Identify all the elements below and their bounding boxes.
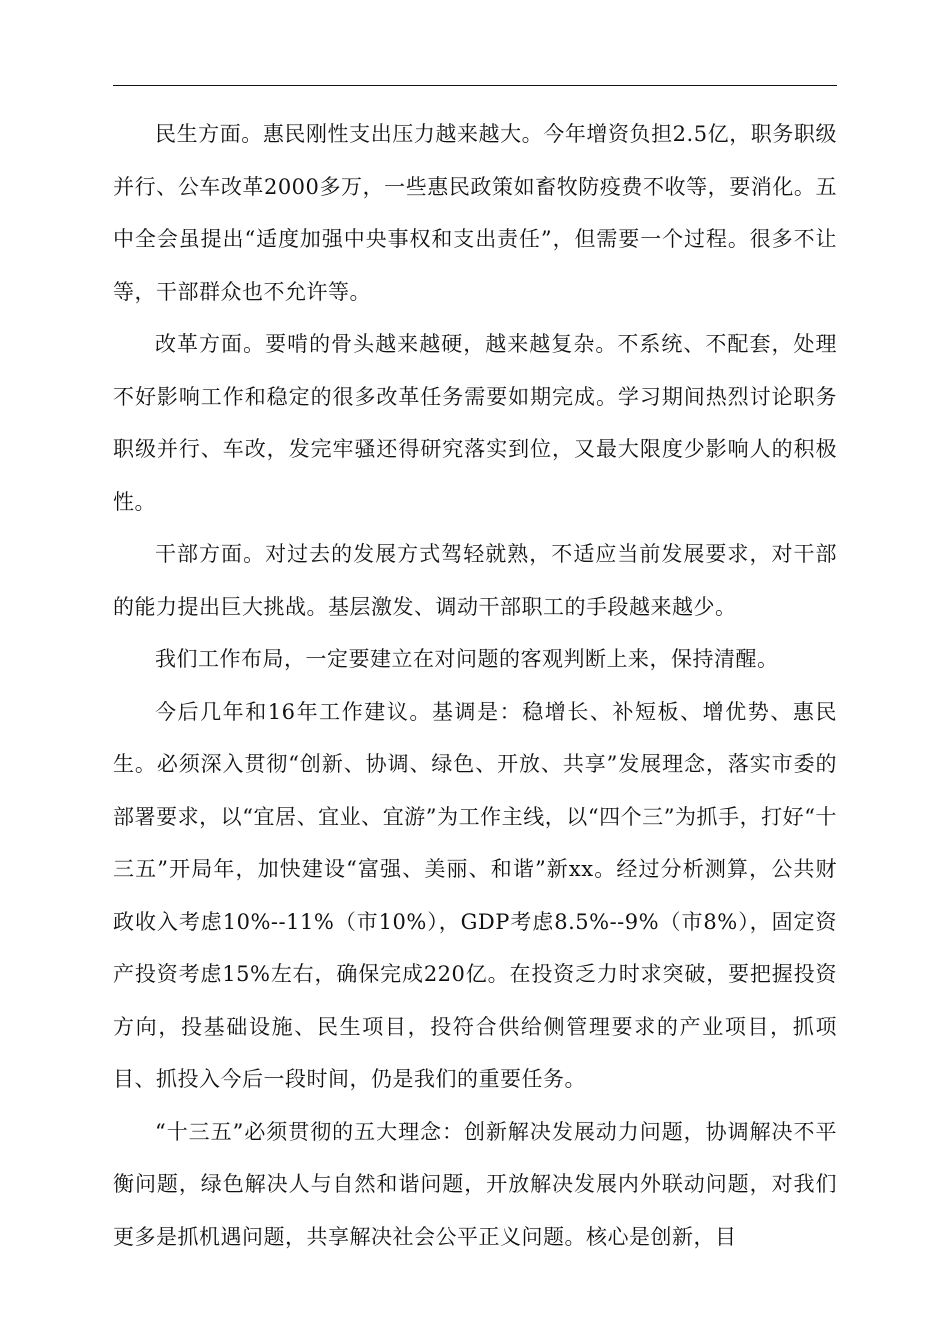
paragraph-work-suggestions: 今后几年和16年工作建议。基调是：稳增长、补短板、增优势、惠民生。必须深入贯彻“创新、协调、绿色、开放、共享”发展理念，落实市委的部署要求，以“宜居、宜业、宜游”为工作主线，以“四个三”为抓手，打好“十三五”开局年，加快建设“富强、美丽、和谐”新xx。经过分析测算，公共财政收入考虑10%--11%（市10%），GDP考虑8.5%--9%（市8%），固定资产投资考虑15%左右，确保完成220亿。在投资乏力时求突破，要把握投资方向，投基础设施、民生项目，投符合供给侧管理要求的产业项目，抓项目、抓投入今后一段时间，仍是我们的重要任务。 [113,699,837,1091]
paragraph-five-concepts: “十三五”必须贯彻的五大理念：创新解决发展动力问题，协调解决不平衡问题，绿色解决人与自然和谐问题，开放解决发展内外联动问题，对我们更多是抓机遇问题，共享解决社会公平正义问题。核心是创新，目 [113,1119,837,1249]
paragraph-livelihood: 民生方面。惠民刚性支出压力越来越大。今年增资负担2.5亿，职务职级并行、公车改革2000多万，一些惠民政策如畜牧防疫费不收等，要消化。五中全会虽提出“适度加强中央事权和支出责任”，但需要一个过程。很多不让等，干部群众也不允许等。 [113,122,837,304]
document-body [113,108,837,1263]
header-rule [113,85,837,86]
paragraph-reform: 改革方面。要啃的骨头越来越硬，越来越复杂。不系统、不配套，处理不好影响工作和稳定的很多改革任务需要如期完成。学习期间热烈讨论职务职级并行、车改，发完牢骚还得研究落实到位，又最大限度少影响人的积极性。 [113,332,837,514]
paragraph-cadres: 干部方面。对过去的发展方式驾轻就熟，不适应当前发展要求，对干部的能力提出巨大挑战。基层激发、调动干部职工的手段越来越少。 [113,542,837,619]
paragraph-work-layout: 我们工作布局，一定要建立在对问题的客观判断上来，保持清醒。 [155,647,779,671]
